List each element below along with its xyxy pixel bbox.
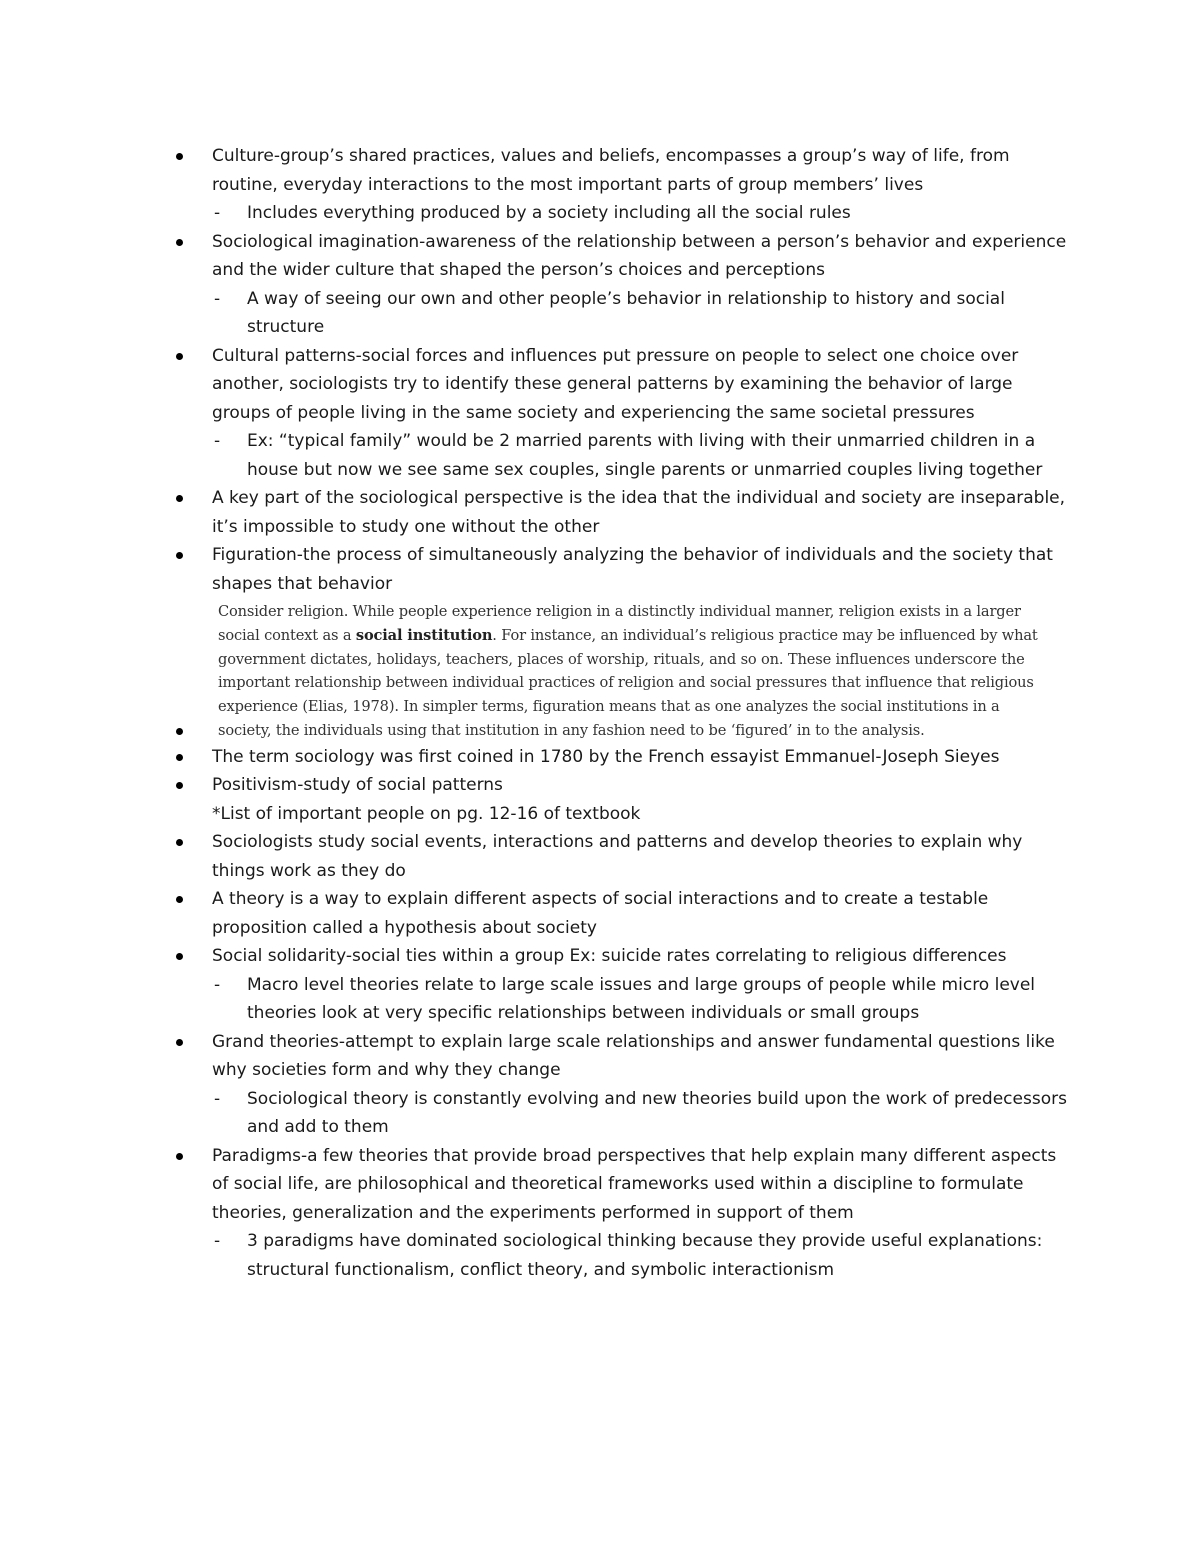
list-subitem [172,427,1072,484]
note-text: Sociologists study social events, interactions and patterns and develop theories to explain why things work as they do [212,832,1023,881]
list-item [172,1142,1072,1228]
bullet-icon [176,1039,183,1046]
list-item [172,771,1072,800]
list-item [172,1028,1072,1085]
note-text: A way of seeing our own and other people’s behavior in relationship to history and social structure [247,288,1005,337]
notes-list [172,142,1072,1284]
list-item [172,942,1072,971]
list-item [172,142,1072,199]
note-text: Sociological theory is constantly evolving and new theories build upon the work of predecessors and add to them [247,1088,1067,1138]
list-item [172,484,1072,541]
bullet-icon [176,153,183,160]
list-item [172,228,1072,285]
list-subitem [172,199,1072,228]
dash-icon: - [214,431,221,451]
note-text: Cultural patterns-social forces and influences put pressure on people to select one choice over another, sociologists try to identify these general patterns by examining the behavior of large groups of people living in the same society and experiencing the same societal pressures [212,345,1019,423]
note-text: Positivism-study of social patterns [212,775,503,796]
bullet-icon [176,782,183,789]
list-subitem [172,1085,1072,1142]
list-item [172,828,1072,885]
note-text: Grand theories-attempt to explain large scale relationships and answer fundamental questions like why societies form and why they change [212,1031,1055,1081]
bullet-icon [176,239,183,246]
list-item [172,541,1072,598]
bullet-icon [176,353,183,360]
note-text: Includes everything produced by a society including all the social rules [247,203,851,223]
list-item-excerpt [172,600,1072,743]
list-item-plain [172,800,1072,829]
bullet-icon [176,552,183,559]
dash-icon: - [214,288,221,309]
note-text: The term sociology was first coined in 1780 by the French essayist Emmanuel-Joseph Sieyes [212,746,1000,767]
list-item [172,342,1072,428]
excerpt-text: Consider religion. While people experience religion in a distinctly individual manner, religion exists in a larger social context as a [218,603,1021,644]
note-text: A key part of the sociological perspective is the idea that the individual and society are inseparable, it’s impossible to study one without the other [212,488,1066,537]
note-text: Ex: “typical family” would be 2 married parents with living with their unmarried children in a house but now we see same sex couples, single parents or unmarried couples living together [247,431,1043,480]
bullet-icon [176,953,183,960]
list-item [172,885,1072,942]
note-text: *List of important people on pg. 12-16 of textbook [212,803,641,824]
bullet-icon [176,839,183,846]
bullet-icon [176,1153,183,1160]
note-text: 3 paradigms have dominated sociological thinking because they provide useful explanations: structural functionalism, conflict theory, and symbolic interactionism [247,1231,1043,1280]
note-text: Paradigms-a few theories that provide broad perspectives that help explain many different aspects of social life, are philosophical and theoretical frameworks used within a discipline to formulate theories, generalization and the experiments performed in support of them [212,1145,1057,1223]
bullet-icon [176,495,183,502]
list-item [172,743,1072,772]
note-text: Macro level theories relate to large scale issues and large groups of people while micro level theories look at very specific relationships between individuals or small groups [247,974,1036,1024]
dash-icon: - [214,1231,221,1252]
note-text: Culture-group’s shared practices, values and beliefs, encompasses a group’s way of life, from routine, everyday interactions to the most important parts of group members’ lives [212,146,1010,195]
textbook-excerpt-image [212,600,1048,743]
note-text: Figuration-the process of simultaneously analyzing the behavior of individuals and the society that shapes that behavior [212,545,1053,594]
bullet-icon [176,896,183,903]
list-subitem [172,285,1072,342]
excerpt-text: . For instance, an individual’s religious practice may be influenced by what government dictates, holidays, teachers, places of worship, rituals, and so on. These influences underscore the important relationship between individual practices of religion and social pressures that influence that religious experience (Elias, 1978). In simpler terms, figuration means that as one analyzes the social institutions in a society, the individuals using that institution in any fashion need to be ‘figured’ in to the analysis. [218,626,1038,739]
dash-icon: - [214,974,221,995]
bullet-icon [176,728,183,735]
note-text: A theory is a way to explain different aspects of social interactions and to create a testable proposition called a hypothesis about society [212,889,989,938]
note-text: Sociological imagination-awareness of the relationship between a person’s behavior and experience and the wider culture that shaped the person’s choices and perceptions [212,231,1067,280]
bullet-icon [176,754,183,761]
list-subitem [172,971,1072,1028]
note-text: Social solidarity-social ties within a group Ex: suicide rates correlating to religious differences [212,946,1007,967]
list-subitem [172,1227,1072,1284]
excerpt-bold-term: social institution [355,626,493,644]
dash-icon: - [214,203,221,223]
dash-icon: - [214,1088,221,1109]
